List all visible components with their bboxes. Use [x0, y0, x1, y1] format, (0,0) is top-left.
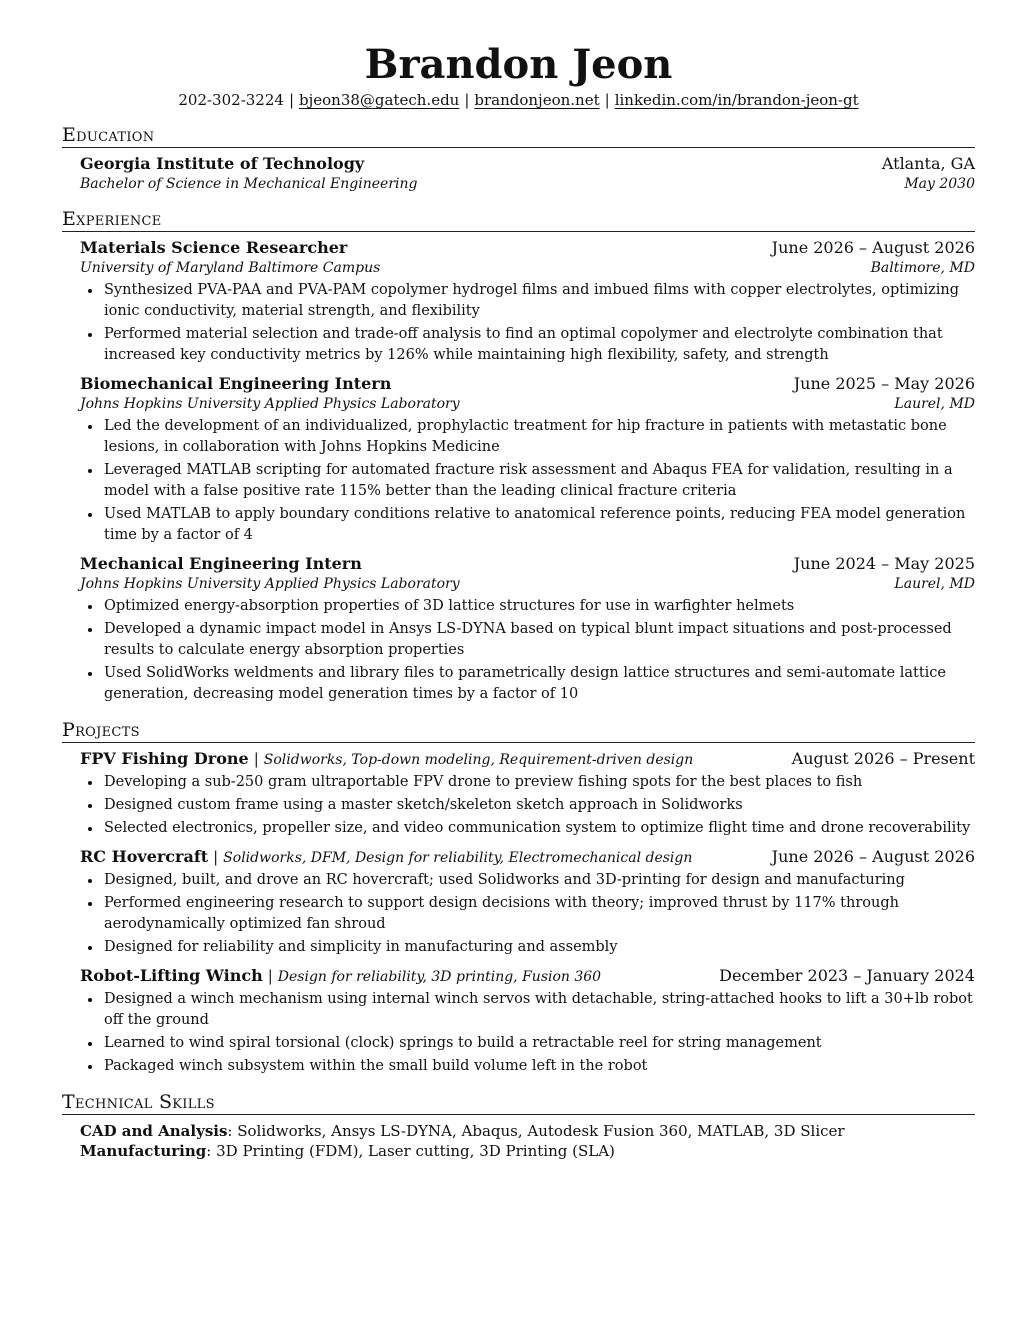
- entry-row: [80, 154, 975, 174]
- bullet-item: • Used MATLAB to apply boundary conditions relative to anatomical reference points, reducing FEA model generation time by a factor of 4: [102, 504, 975, 546]
- separator: |: [288, 91, 294, 109]
- separator: |: [604, 91, 610, 109]
- linkedin-link[interactable]: linkedin.com/in/brandon-jeon-gt: [614, 91, 859, 109]
- entry-row: [80, 749, 975, 770]
- job-title: Biomechanical Engineering Intern: [80, 374, 392, 393]
- employer: Johns Hopkins University Applied Physics Laboratory: [80, 576, 460, 592]
- entry-row: [80, 394, 975, 414]
- separator: |: [253, 750, 259, 768]
- skills-block: [80, 1121, 975, 1161]
- bullet-item: • Optimized energy-absorption properties of 3D lattice structures for use in warfighter helmets: [102, 596, 975, 617]
- degree: Bachelor of Science in Mechanical Engineering: [80, 176, 418, 192]
- separator: |: [213, 848, 219, 866]
- skills-label: Manufacturing: [80, 1142, 207, 1160]
- bullet-item: • Selected electronics, propeller size, and video communication system to optimize flight time and drone recoverability: [102, 818, 975, 839]
- experience-entry: [80, 238, 975, 366]
- project-header: [80, 966, 601, 987]
- bullet-list: [80, 416, 975, 546]
- bullet-item: • Designed for reliability and simplicity in manufacturing and assembly: [102, 937, 975, 958]
- project-tech: Design for reliability, 3D printing, Fusion 360: [277, 969, 602, 985]
- project-entry: [80, 966, 975, 1077]
- project-dates: December 2023 – January 2024: [719, 966, 975, 985]
- entry-row: [80, 574, 975, 594]
- bullet-list: [80, 870, 975, 958]
- bullet-item: • Packaged winch subsystem within the small build volume left in the robot: [102, 1056, 975, 1077]
- bullet-item: • Synthesized PVA-PAA and PVA-PAM copolymer hydrogel films and imbued films with copper electrolytes, optimizing ionic conductivity, material strength, and flexibility: [102, 280, 975, 322]
- bullet-list: [80, 772, 975, 839]
- education-heading: Education: [62, 124, 975, 148]
- skills-value: Solidworks, Ansys LS-DYNA, Abaqus, Autodesk Fusion 360, MATLAB, 3D Slicer: [237, 1122, 845, 1140]
- project-dates: June 2026 – August 2026: [771, 847, 975, 866]
- bullet-item: • Led the development of an individualized, prophylactic treatment for hip fracture in patients with metastatic bone lesions, in collaboration with Johns Hopkins Medicine: [102, 416, 975, 458]
- job-title: Materials Science Researcher: [80, 238, 348, 257]
- bullet-item: • Designed custom frame using a master sketch/skeleton sketch approach in Solidworks: [102, 795, 975, 816]
- bullet-item: • Performed engineering research to support design decisions with theory; improved thrust by 117% through aerodynamically optimized fan shroud: [102, 893, 975, 935]
- project-tech: Solidworks, Top-down modeling, Requirement-driven design: [263, 752, 694, 768]
- employer: University of Maryland Baltimore Campus: [80, 260, 381, 276]
- job-dates: June 2024 – May 2025: [793, 554, 975, 573]
- project-entry: [80, 847, 975, 958]
- skills-value: 3D Printing (FDM), Laser cutting, 3D Printing (SLA): [216, 1142, 615, 1160]
- project-header: [80, 847, 692, 868]
- graduation-date: May 2030: [904, 176, 975, 192]
- skills-row: CAD and Analysis: Solidworks, Ansys LS-DYNA, Abaqus, Autodesk Fusion 360, MATLAB, 3D Slicer: [80, 1122, 845, 1140]
- project-entry: [80, 749, 975, 839]
- experience-entry: [80, 554, 975, 705]
- project-header: [80, 749, 693, 770]
- project-dates: August 2026 – Present: [791, 749, 975, 768]
- bullet-item: • Performed material selection and trade-off analysis to find an optimal copolymer and electrolyte combination that increased key conductivity metrics by 126% while maintaining high flexibility, safety, and strength: [102, 324, 975, 366]
- entry-row: [80, 238, 975, 258]
- contact-line: [62, 90, 975, 110]
- bullet-item: • Learned to wind spiral torsional (clock) springs to build a retractable reel for string management: [102, 1033, 975, 1054]
- bullet-list: [80, 596, 975, 705]
- projects-heading: Projects: [62, 719, 975, 743]
- email-link[interactable]: bjeon38@gatech.edu: [299, 91, 460, 109]
- bullet-item: • Designed a winch mechanism using internal winch servos with detachable, string-attached hooks to lift a 30+lb robot off the ground: [102, 989, 975, 1031]
- experience-entry: [80, 374, 975, 546]
- separator: |: [267, 967, 273, 985]
- entry-row: [80, 847, 975, 868]
- bullet-item: • Designed, built, and drove an RC hovercraft; used Solidworks and 3D-printing for design and manufacturing: [102, 870, 975, 891]
- website-link[interactable]: brandonjeon.net: [474, 91, 600, 109]
- school-location: Atlanta, GA: [881, 154, 975, 173]
- project-tech: Solidworks, DFM, Design for reliability, Electromechanical design: [223, 850, 693, 866]
- school-name: Georgia Institute of Technology: [80, 154, 365, 173]
- skills-label: CAD and Analysis: [80, 1122, 228, 1140]
- bullet-item: • Used SolidWorks weldments and library files to parametrically design lattice structures and semi-automate lattice generation, decreasing model generation times by a factor of 10: [102, 663, 975, 705]
- job-title: Mechanical Engineering Intern: [80, 554, 362, 573]
- phone-number: 202-302-3224: [178, 91, 284, 109]
- entry-row: [80, 966, 975, 987]
- bullet-item: • Leveraged MATLAB scripting for automated fracture risk assessment and Abaqus FEA for validation, resulting in a model with a false positive rate 115% better than the leading clinical fracture criteria: [102, 460, 975, 502]
- bullet-list: [80, 989, 975, 1077]
- project-name: FPV Fishing Drone: [80, 749, 249, 768]
- job-dates: June 2025 – May 2026: [793, 374, 975, 393]
- entry-row: [80, 554, 975, 574]
- bullet-item: • Developed a dynamic impact model in Ansys LS-DYNA based on typical blunt impact situations and post-processed results to calculate energy absorption properties: [102, 619, 975, 661]
- education-entry: [80, 154, 975, 194]
- job-dates: June 2026 – August 2026: [771, 238, 975, 257]
- job-location: Laurel, MD: [894, 396, 975, 412]
- job-location: Baltimore, MD: [870, 260, 975, 276]
- experience-heading: Experience: [62, 208, 975, 232]
- employer: Johns Hopkins University Applied Physics Laboratory: [80, 396, 460, 412]
- separator: |: [464, 91, 470, 109]
- entry-row: [80, 174, 975, 194]
- skills-row: Manufacturing: 3D Printing (FDM), Laser cutting, 3D Printing (SLA): [80, 1142, 615, 1160]
- project-name: Robot-Lifting Winch: [80, 966, 263, 985]
- resume-name: Brandon Jeon: [364, 41, 673, 88]
- entry-row: [80, 258, 975, 278]
- project-name: RC Hovercraft: [80, 847, 209, 866]
- bullet-item: • Developing a sub-250 gram ultraportable FPV drone to preview fishing spots for the best places to fish: [102, 772, 975, 793]
- job-location: Laurel, MD: [894, 576, 975, 592]
- bullet-list: [80, 280, 975, 366]
- skills-heading: Technical Skills: [62, 1091, 975, 1115]
- entry-row: [80, 374, 975, 394]
